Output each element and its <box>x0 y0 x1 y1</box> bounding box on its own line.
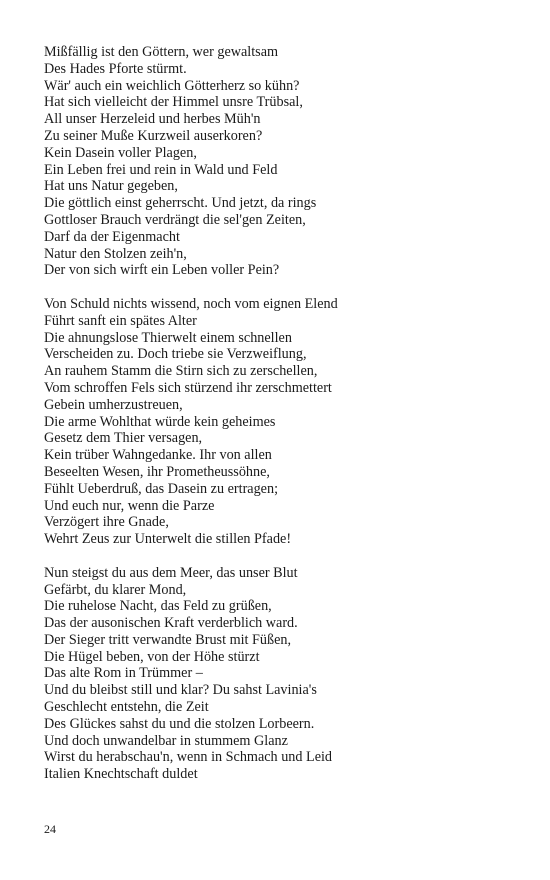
verse-line: Gesetz dem Thier versagen, <box>44 430 203 447</box>
verse-line: Und euch nur, wenn die Parze <box>44 497 215 514</box>
verse-line: Des Hades Pforte stürmt. <box>44 60 187 77</box>
verse-line: Die arme Wohlthat würde kein geheimes <box>44 413 276 430</box>
verse-line: Mißfällig ist den Göttern, wer gewaltsam <box>44 44 279 60</box>
verse-line: Des Glückes sahst du und die stolzen Lorbeern. <box>44 715 315 732</box>
verse-line: Der von sich wirft ein Leben voller Pein? <box>44 262 280 279</box>
verse-line: Die ruhelose Nacht, das Feld zu grüßen, <box>44 598 272 615</box>
verse-line: Kein trüber Wahngedanke. Ihr von allen <box>44 447 272 464</box>
verse-line: Verscheiden zu. Doch triebe sie Verzweiflung, <box>44 346 307 363</box>
verse-line: Natur den Stolzen zeih'n, <box>44 245 187 262</box>
verse-line: All unser Herzeleid und herbes Müh'n <box>44 111 261 128</box>
verse-line: Beseelten Wesen, ihr Prometheussöhne, <box>44 463 270 480</box>
verse-line: Das alte Rom in Trümmer – <box>44 665 203 682</box>
verse-line: Zu seiner Muße Kurzweil auserkoren? <box>44 127 263 144</box>
verse-line: Darf da der Eigenmacht <box>44 228 180 245</box>
verse-line: Hat uns Natur gegeben, <box>44 178 178 195</box>
verse-line: An rauhem Stamm die Stirn sich zu zerschellen, <box>44 363 318 380</box>
verse-line: Gefärbt, du klarer Mond, <box>44 581 187 598</box>
verse-line: Wär' auch ein weichlich Götterherz so kühn? <box>44 77 300 94</box>
verse-line: Kein Dasein voller Plagen, <box>44 144 197 161</box>
page-number: 24 <box>44 822 56 836</box>
verse-line: Vom schroffen Fels sich stürzend ihr zerschmettert <box>44 379 332 396</box>
verse-line: Und doch unwandelbar in stummem Glanz <box>44 732 288 749</box>
verse-line: Die göttlich einst geherrscht. Und jetzt, da rings <box>44 195 317 212</box>
verse-line: Wehrt Zeus zur Unterwelt die stillen Pfade! <box>44 531 292 548</box>
verse-line: Der Sieger tritt verwandte Brust mit Füßen, <box>44 631 292 648</box>
verse-line: Hat sich vielleicht der Himmel unsre Trübsal, <box>44 94 303 111</box>
stanza-3 <box>44 565 524 783</box>
stanza-2 <box>44 296 524 548</box>
verse-line: Verzögert ihre Gnade, <box>44 514 169 531</box>
verse-line: Die Hügel beben, von der Höhe stürzt <box>44 648 260 665</box>
verse-line: Wirst du herabschau'n, wenn in Schmach und Leid <box>44 749 333 766</box>
verse-line: Geschlecht entstehn, die Zeit <box>44 699 209 716</box>
verse-line: Gebein umherzustreuen, <box>44 396 183 413</box>
verse-line: Das der ausonischen Kraft verderblich ward. <box>44 615 298 632</box>
verse-line: Ein Leben frei und rein in Wald und Feld <box>44 161 278 178</box>
verse-line: Italien Knechtschaft duldet <box>44 766 198 783</box>
verse-line: Fühlt Ueberdruß, das Dasein zu ertragen; <box>44 480 279 497</box>
verse-line: Und du bleibst still und klar? Du sahst Lavinia's <box>44 682 317 699</box>
verse-line: Gottloser Brauch verdrängt die sel'gen Zeiten, <box>44 211 306 228</box>
verse-line: Führt sanft ein spätes Alter <box>44 312 197 329</box>
verse-line: Von Schuld nichts wissend, noch vom eignen Elend <box>44 295 338 312</box>
stanza-1 <box>44 44 524 279</box>
verse-line: Nun steigst du aus dem Meer, das unser Blut <box>44 564 298 581</box>
poem-page <box>44 44 524 800</box>
verse-line: Die ahnungslose Thierwelt einem schnellen <box>44 329 292 346</box>
